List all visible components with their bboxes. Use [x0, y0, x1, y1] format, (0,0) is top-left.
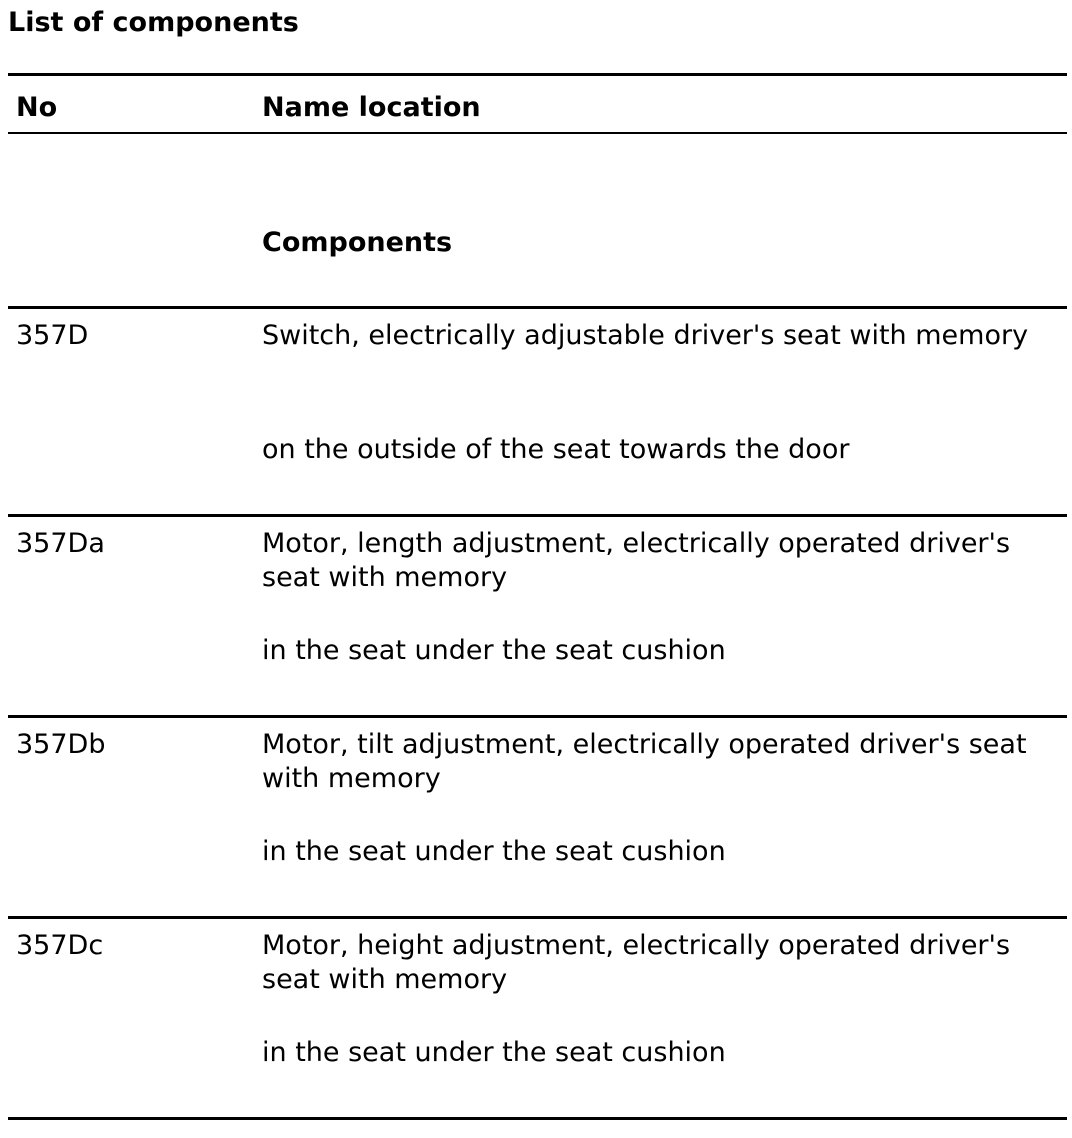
component-name-line-1: Motor, length adjustment, electrically operated driver's [262, 528, 1011, 559]
table-top-rule [8, 73, 1067, 76]
component-name-line-2: with memory [262, 763, 441, 794]
row-divider [8, 916, 1067, 919]
component-location: on the outside of the seat towards the door [262, 434, 850, 465]
section-heading: Components [262, 227, 453, 258]
component-name-line-2: seat with memory [262, 964, 508, 995]
header-bottom-rule [8, 132, 1067, 134]
component-name-line-1: Motor, height adjustment, electrically operated driver's [262, 930, 1011, 961]
column-header-no: No [16, 92, 58, 123]
component-number: 357D [16, 320, 89, 351]
component-number: 357Da [16, 528, 105, 559]
component-name-line-1: Motor, tilt adjustment, electrically operated driver's seat [262, 729, 1027, 760]
component-number: 357Db [16, 729, 106, 760]
row-divider [8, 514, 1067, 517]
component-location: in the seat under the seat cushion [262, 1037, 726, 1068]
row-divider [8, 715, 1067, 718]
component-number: 357Dc [16, 930, 104, 961]
component-location: in the seat under the seat cushion [262, 836, 726, 867]
component-name-line-2: seat with memory [262, 562, 508, 593]
table-bottom-rule [8, 1117, 1067, 1120]
component-name: Switch, electrically adjustable driver's seat with memory [262, 320, 1029, 351]
column-header-name-location: Name location [262, 92, 481, 123]
row-divider [8, 306, 1067, 309]
document-title: List of components [8, 7, 299, 38]
component-location: in the seat under the seat cushion [262, 635, 726, 666]
